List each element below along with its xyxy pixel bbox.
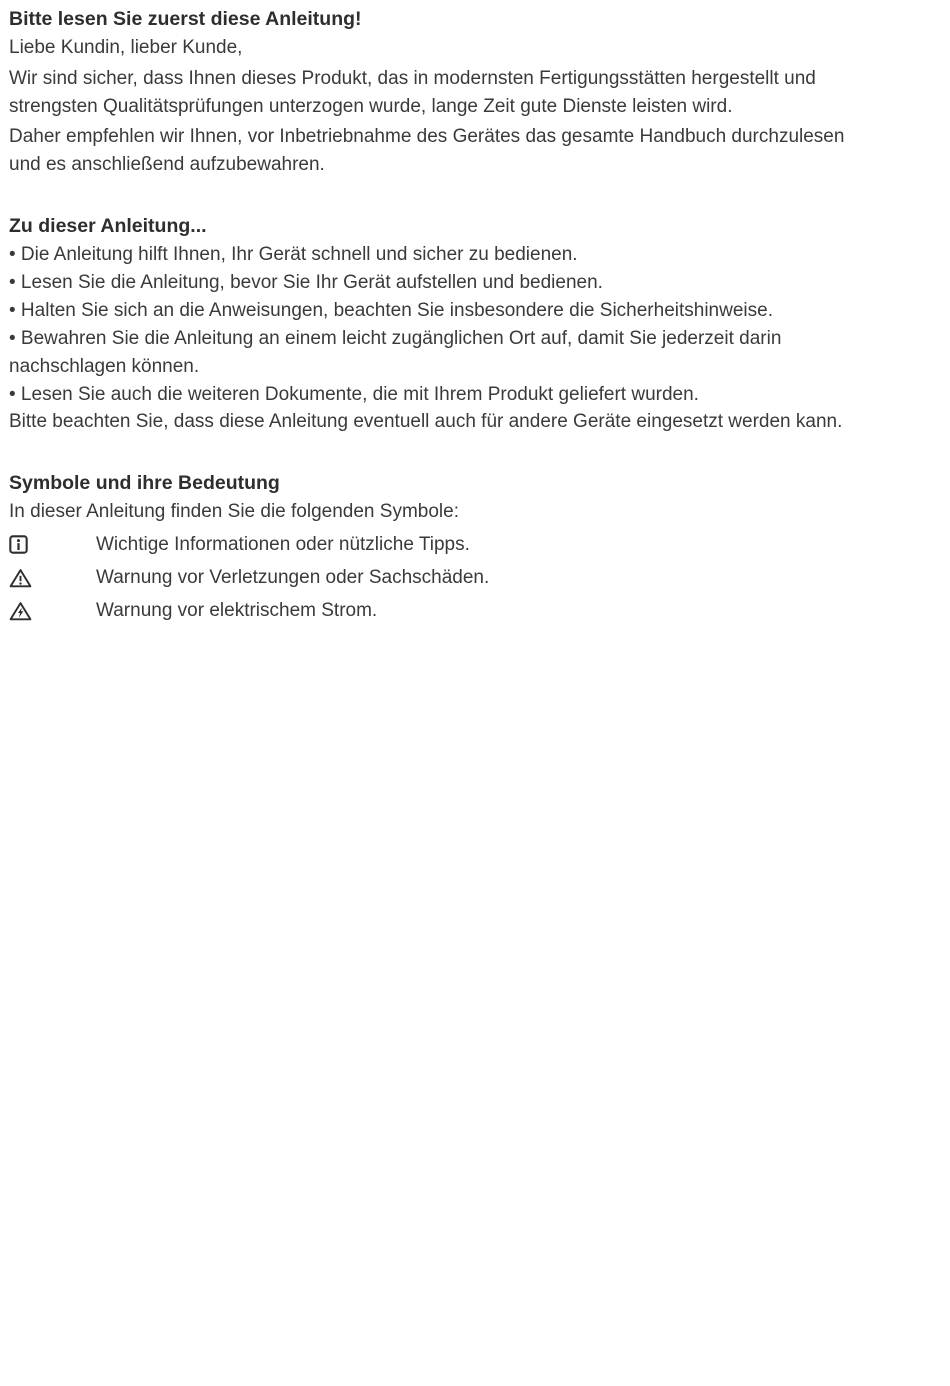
about-note: Bitte beachten Sie, dass diese Anleitung eventuell auch für andere Geräte eingesetzt werden kann. [9, 411, 843, 433]
info-icon [9, 531, 96, 554]
symbols-list [9, 531, 850, 630]
symbol-row [9, 531, 850, 564]
about-bullet-list [9, 241, 850, 436]
bullet-item: • Lesen Sie die Anleitung, bevor Sie Ihr Gerät aufstellen und bedienen. [9, 271, 603, 293]
electric-shock-warning-icon [9, 597, 96, 621]
intro-paragraph-2: Daher empfehlen wir Ihnen, vor Inbetriebnahme des Gerätes das gesamte Handbuch durchzulesen und es anschließend aufzubewahren. [9, 126, 845, 176]
about-section-title: Zu dieser Anleitung... [9, 215, 207, 238]
symbol-row [9, 597, 850, 630]
symbol-text: Warnung vor Verletzungen oder Sachschäden. [96, 566, 490, 588]
intro-paragraph-1: Wir sind sicher, dass Ihnen dieses Produkt, das in modernsten Fertigungsstätten hergestellt und strengsten Qualitätsprüfungen unterzogen wurde, lange Zeit gute Dienste leisten wird. [9, 67, 816, 117]
bullet-item: • Bewahren Sie die Anleitung an einem leicht zugänglichen Ort auf, damit Sie jederzeit darin nachschlagen können. [9, 327, 782, 377]
bullet-item: • Lesen Sie auch die weiteren Dokumente, die mit Ihrem Produkt geliefert wurden. [9, 383, 699, 405]
symbol-text: Warnung vor elektrischem Strom. [96, 599, 378, 621]
symbol-text: Wichtige Informationen oder nützliche Tipps. [96, 533, 470, 555]
warning-icon [9, 564, 96, 588]
symbol-row [9, 564, 850, 597]
about-section [9, 212, 850, 436]
intro-section [9, 5, 850, 179]
bullet-item: • Die Anleitung hilft Ihnen, Ihr Gerät schnell und sicher zu bedienen. [9, 243, 578, 265]
symbols-section [9, 469, 850, 630]
page-title: Bitte lesen Sie zuerst diese Anleitung! [9, 8, 362, 30]
bullet-item: • Halten Sie sich an die Anweisungen, beachten Sie insbesondere die Sicherheitshinweise. [9, 299, 773, 321]
symbols-intro-text: In dieser Anleitung finden Sie die folgenden Symbole: [9, 501, 459, 523]
symbols-section-title: Symbole und ihre Bedeutung [9, 472, 280, 495]
salutation-text: Liebe Kundin, lieber Kunde, [9, 36, 243, 58]
